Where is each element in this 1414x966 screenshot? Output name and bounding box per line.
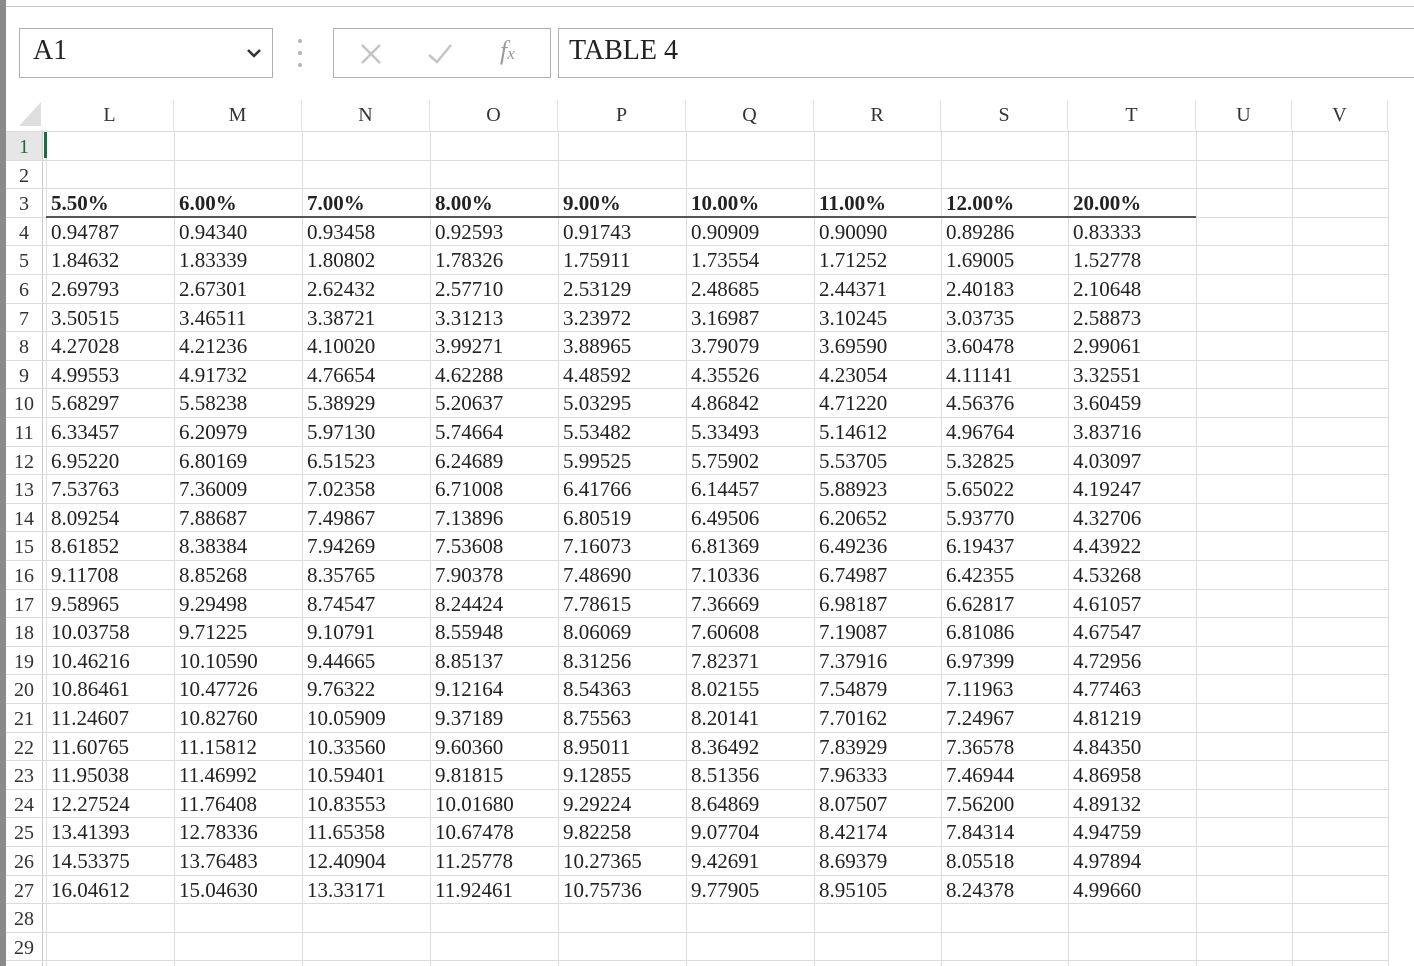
table-cell[interactable]: 4.89132 (1073, 792, 1142, 816)
table-cell[interactable]: 7.37916 (819, 649, 888, 673)
table-cell[interactable]: 4.35526 (691, 363, 760, 387)
table-cell[interactable]: 4.72956 (1073, 649, 1142, 673)
table-cell[interactable]: 5.33493 (691, 420, 760, 444)
table-cell[interactable]: 4.81219 (1073, 706, 1142, 730)
table-cell[interactable]: 8.55948 (435, 620, 504, 644)
table-cell[interactable]: 8.35765 (307, 563, 376, 587)
table-cell[interactable]: 4.97894 (1073, 849, 1142, 873)
column-header-q[interactable]: Q (686, 100, 814, 130)
table-cell[interactable]: 7.24967 (946, 706, 1015, 730)
table-cell[interactable]: 6.80519 (563, 506, 632, 530)
table-cell[interactable]: 3.69590 (819, 334, 888, 358)
table-cell[interactable]: 1.73554 (691, 248, 760, 272)
table-cell[interactable]: 9.82258 (563, 820, 632, 844)
row-header[interactable]: 8 (19, 336, 29, 358)
vertical-dots-icon[interactable] (293, 36, 307, 70)
table-cell[interactable]: 2.69793 (51, 277, 120, 301)
table-cell[interactable]: 8.42174 (819, 820, 888, 844)
table-cell[interactable]: 1.78326 (435, 248, 504, 272)
row-header[interactable]: 3 (19, 193, 29, 215)
table-cell[interactable]: 8.20141 (691, 706, 760, 730)
table-cell[interactable]: 10.86461 (51, 677, 130, 701)
table-cell[interactable]: 4.48592 (563, 363, 632, 387)
table-cell[interactable]: 4.71220 (819, 391, 888, 415)
table-cell[interactable]: 6.51523 (307, 449, 376, 473)
grid-line (6, 960, 1388, 961)
table-cell[interactable]: 4.62288 (435, 363, 504, 387)
table-cell[interactable]: 7.90378 (435, 563, 504, 587)
table-cell[interactable]: 10.03758 (51, 620, 130, 644)
table-cell[interactable]: 6.95220 (51, 449, 120, 473)
rate-header-cell[interactable]: 7.00% (307, 191, 365, 215)
table-cell[interactable]: 8.24424 (435, 592, 504, 616)
table-cell[interactable]: 9.10791 (307, 620, 376, 644)
table-cell[interactable]: 4.96764 (946, 420, 1015, 444)
table-cell[interactable]: 8.02155 (691, 677, 760, 701)
table-cell[interactable]: 6.97399 (946, 649, 1015, 673)
table-cell[interactable]: 8.31256 (563, 649, 632, 673)
table-cell[interactable]: 10.10590 (179, 649, 258, 673)
table-cell[interactable]: 7.54879 (819, 677, 888, 701)
grid-line (1292, 130, 1293, 966)
table-cell[interactable]: 0.94340 (179, 220, 248, 244)
table-cell[interactable]: 8.95105 (819, 878, 888, 902)
table-cell[interactable]: 3.99271 (435, 334, 504, 358)
table-cell[interactable]: 4.27028 (51, 334, 120, 358)
table-cell[interactable]: 2.57710 (435, 277, 504, 301)
column-header-p[interactable]: P (558, 100, 686, 130)
table-cell[interactable]: 6.42355 (946, 563, 1015, 587)
table-cell[interactable]: 4.77463 (1073, 677, 1142, 701)
table-cell[interactable]: 5.65022 (946, 477, 1015, 501)
row-header[interactable]: 14 (14, 508, 34, 530)
table-cell[interactable]: 7.36669 (691, 592, 760, 616)
table-cell[interactable]: 8.74547 (307, 592, 376, 616)
table-cell[interactable]: 5.74664 (435, 420, 504, 444)
table-cell[interactable]: 7.48690 (563, 563, 632, 587)
table-cell[interactable]: 7.96333 (819, 763, 888, 787)
table-cell[interactable]: 6.24689 (435, 449, 504, 473)
table-cell[interactable]: 11.25778 (435, 849, 513, 873)
table-cell[interactable]: 10.67478 (435, 820, 514, 844)
table-cell[interactable]: 0.89286 (946, 220, 1015, 244)
table-cell[interactable]: 7.13896 (435, 506, 504, 530)
table-cell[interactable]: 3.60459 (1073, 391, 1142, 415)
table-cell[interactable]: 1.84632 (51, 248, 120, 272)
formula-value: TABLE 4 (569, 35, 678, 66)
table-cell[interactable]: 6.62817 (946, 592, 1015, 616)
table-cell[interactable]: 6.20979 (179, 420, 248, 444)
table-cell[interactable]: 7.16073 (563, 534, 632, 558)
row-header-border (42, 130, 43, 966)
table-cell[interactable]: 8.85137 (435, 649, 504, 673)
row-header[interactable]: 18 (14, 622, 34, 644)
x-icon[interactable] (358, 41, 384, 67)
row-header[interactable]: 4 (19, 222, 29, 244)
rate-header-cell[interactable]: 8.00% (435, 191, 493, 215)
table-cell[interactable]: 8.51356 (691, 763, 760, 787)
table-cell[interactable]: 6.98187 (819, 592, 888, 616)
table-cell[interactable]: 4.11141 (946, 363, 1013, 387)
row-header[interactable]: 1 (6, 132, 42, 160)
table-cell[interactable]: 7.49867 (307, 506, 376, 530)
column-header-l[interactable]: L (46, 100, 174, 130)
formula-buttons (333, 28, 551, 78)
table-cell[interactable]: 12.78336 (179, 820, 258, 844)
table-cell[interactable]: 10.46216 (51, 649, 130, 673)
table-cell[interactable]: 8.05518 (946, 849, 1015, 873)
table-cell[interactable]: 11.24607 (51, 706, 129, 730)
row-header[interactable]: 10 (14, 393, 34, 415)
table-cell[interactable]: 7.56200 (946, 792, 1015, 816)
table-cell[interactable]: 9.12855 (563, 763, 632, 787)
table-cell[interactable]: 1.80802 (307, 248, 376, 272)
table-cell[interactable]: 4.99553 (51, 363, 120, 387)
select-all-corner[interactable] (17, 100, 41, 126)
row-header[interactable]: 24 (14, 794, 34, 816)
table-cell[interactable]: 13.33171 (307, 878, 386, 902)
table-cell[interactable]: 8.95011 (563, 735, 631, 759)
table-cell[interactable]: 15.04630 (179, 878, 258, 902)
table-cell[interactable]: 7.19087 (819, 620, 888, 644)
formula-input[interactable] (558, 28, 1414, 78)
table-cell[interactable]: 5.99525 (563, 449, 632, 473)
table-cell[interactable]: 7.82371 (691, 649, 760, 673)
table-cell[interactable]: 6.19437 (946, 534, 1015, 558)
table-cell[interactable]: 7.70162 (819, 706, 888, 730)
column-header-r[interactable]: R (814, 100, 941, 130)
table-cell[interactable]: 7.36578 (946, 735, 1015, 759)
table-cell[interactable]: 8.06069 (563, 620, 632, 644)
table-cell[interactable]: 9.71225 (179, 620, 248, 644)
rate-header-cell[interactable]: 11.00% (819, 191, 887, 215)
table-cell[interactable]: 3.16987 (691, 306, 760, 330)
row-header[interactable]: 26 (14, 851, 34, 873)
table-cell[interactable]: 4.99660 (1073, 878, 1142, 902)
column-header-s[interactable]: S (941, 100, 1068, 130)
row-header[interactable]: 15 (14, 536, 34, 558)
grid-line (6, 131, 1388, 132)
table-cell[interactable]: 6.20652 (819, 506, 888, 530)
table-cell[interactable]: 5.75902 (691, 449, 760, 473)
table-cell[interactable]: 1.71252 (819, 248, 888, 272)
table-cell[interactable]: 4.86842 (691, 391, 760, 415)
table-cell[interactable]: 5.53705 (819, 449, 888, 473)
table-cell[interactable]: 2.10648 (1073, 277, 1142, 301)
table-cell[interactable]: 8.38384 (179, 534, 248, 558)
table-cell[interactable]: 7.94269 (307, 534, 376, 558)
table-cell[interactable]: 1.75911 (563, 248, 631, 272)
table-cell[interactable]: 4.32706 (1073, 506, 1142, 530)
table-cell[interactable]: 3.10245 (819, 306, 888, 330)
table-cell[interactable]: 4.56376 (946, 391, 1015, 415)
table-cell[interactable]: 6.74987 (819, 563, 888, 587)
table-cell[interactable]: 10.33560 (307, 735, 386, 759)
table-cell[interactable]: 4.10020 (307, 334, 376, 358)
table-cell[interactable]: 6.49236 (819, 534, 888, 558)
table-cell[interactable]: 3.03735 (946, 306, 1015, 330)
rate-header-cell[interactable]: 12.00% (946, 191, 1015, 215)
table-cell[interactable]: 4.67547 (1073, 620, 1142, 644)
table-cell[interactable]: 8.75563 (563, 706, 632, 730)
table-cell[interactable]: 4.23054 (819, 363, 888, 387)
table-cell[interactable]: 9.37189 (435, 706, 504, 730)
table-cell[interactable]: 11.60765 (51, 735, 129, 759)
table-cell[interactable]: 6.49506 (691, 506, 760, 530)
table-cell[interactable]: 9.42691 (691, 849, 760, 873)
table-cell[interactable]: 5.68297 (51, 391, 120, 415)
table-cell[interactable]: 8.54363 (563, 677, 632, 701)
row-header[interactable]: 7 (19, 308, 29, 330)
table-cell[interactable]: 3.38721 (307, 306, 376, 330)
rate-header-cell[interactable]: 5.50% (51, 191, 109, 215)
table-cell[interactable]: 9.58965 (51, 592, 120, 616)
table-cell[interactable]: 3.79079 (691, 334, 760, 358)
row-header[interactable]: 27 (14, 880, 34, 902)
table-cell[interactable]: 6.33457 (51, 420, 120, 444)
table-cell[interactable]: 3.46511 (179, 306, 247, 330)
table-cell[interactable]: 8.09254 (51, 506, 120, 530)
table-cell[interactable]: 6.81369 (691, 534, 760, 558)
table-cell[interactable]: 7.02358 (307, 477, 376, 501)
row-header[interactable]: 9 (19, 365, 29, 387)
table-cell[interactable]: 13.76483 (179, 849, 258, 873)
table-cell[interactable]: 7.60608 (691, 620, 760, 644)
table-cell[interactable]: 12.40904 (307, 849, 386, 873)
row-header[interactable]: 28 (14, 908, 34, 930)
table-cell[interactable]: 11.95038 (51, 763, 129, 787)
table-cell[interactable]: 11.92461 (435, 878, 513, 902)
table-cell[interactable]: 7.78615 (563, 592, 632, 616)
row-header[interactable]: 20 (14, 679, 34, 701)
table-cell[interactable]: 9.77905 (691, 878, 760, 902)
table-cell[interactable]: 0.94787 (51, 220, 120, 244)
row-header[interactable]: 25 (14, 822, 34, 844)
table-cell[interactable]: 5.14612 (819, 420, 888, 444)
table-cell[interactable]: 4.43922 (1073, 534, 1142, 558)
table-cell[interactable]: 9.07704 (691, 820, 760, 844)
table-cell[interactable]: 4.76654 (307, 363, 376, 387)
table-cell[interactable]: 9.11708 (51, 563, 119, 587)
table-cell[interactable]: 2.58873 (1073, 306, 1142, 330)
table-cell[interactable]: 5.88923 (819, 477, 888, 501)
row-header[interactable]: 22 (14, 737, 34, 759)
table-cell[interactable]: 4.91732 (179, 363, 248, 387)
table-cell[interactable]: 9.81815 (435, 763, 504, 787)
column-header-o[interactable]: O (430, 100, 558, 130)
grid-line (1388, 130, 1389, 966)
checkmark-icon[interactable] (426, 41, 454, 67)
table-cell[interactable]: 10.82760 (179, 706, 258, 730)
table-cell[interactable]: 14.53375 (51, 849, 130, 873)
table-cell[interactable]: 2.67301 (179, 277, 248, 301)
rate-header-cell[interactable]: 20.00% (1073, 191, 1142, 215)
table-cell[interactable]: 9.29498 (179, 592, 248, 616)
table-cell[interactable]: 7.53763 (51, 477, 120, 501)
table-cell[interactable]: 13.41393 (51, 820, 130, 844)
table-cell[interactable]: 7.46944 (946, 763, 1015, 787)
table-cell[interactable]: 10.75736 (563, 878, 642, 902)
table-cell[interactable]: 2.44371 (819, 277, 888, 301)
table-cell[interactable]: 6.14457 (691, 477, 760, 501)
table-cell[interactable]: 7.10336 (691, 563, 760, 587)
table-cell[interactable]: 2.99061 (1073, 334, 1142, 358)
table-cell[interactable]: 11.65358 (307, 820, 385, 844)
column-header-n[interactable]: N (302, 100, 430, 130)
row-header[interactable]: 6 (19, 279, 29, 301)
row-header[interactable]: 21 (14, 708, 34, 730)
table-cell[interactable]: 6.81086 (946, 620, 1015, 644)
name-box[interactable] (19, 28, 273, 78)
table-cell[interactable]: 9.29224 (563, 792, 632, 816)
table-cell[interactable]: 3.31213 (435, 306, 504, 330)
table-cell[interactable]: 4.19247 (1073, 477, 1142, 501)
table-cell[interactable]: 8.64869 (691, 792, 760, 816)
table-cell[interactable]: 11.76408 (179, 792, 257, 816)
table-cell[interactable]: 9.76322 (307, 677, 376, 701)
table-cell[interactable]: 0.90090 (819, 220, 888, 244)
grid-line (6, 160, 1388, 161)
row-header[interactable]: 11 (14, 422, 34, 444)
table-cell[interactable]: 3.60478 (946, 334, 1015, 358)
table-cell[interactable]: 10.59401 (307, 763, 386, 787)
table-cell[interactable]: 4.61057 (1073, 592, 1142, 616)
table-cell[interactable]: 5.97130 (307, 420, 376, 444)
row-header[interactable]: 23 (14, 765, 34, 787)
name-box-value: A1 (33, 35, 68, 66)
table-cell[interactable]: 5.32825 (946, 449, 1015, 473)
table-cell[interactable]: 6.71008 (435, 477, 504, 501)
selected-cell-indicator (44, 132, 47, 158)
table-cell[interactable]: 4.84350 (1073, 735, 1142, 759)
table-cell[interactable]: 3.23972 (563, 306, 632, 330)
grid-line (1196, 130, 1197, 966)
table-cell[interactable]: 0.93458 (307, 220, 376, 244)
table-cell[interactable]: 5.03295 (563, 391, 632, 415)
table-cell[interactable]: 9.60360 (435, 735, 504, 759)
table-cell[interactable]: 6.41766 (563, 477, 632, 501)
column-header-m[interactable]: M (174, 100, 302, 130)
table-cell[interactable]: 8.07507 (819, 792, 888, 816)
table-cell[interactable]: 7.53608 (435, 534, 504, 558)
table-cell[interactable]: 7.83929 (819, 735, 888, 759)
ribbon-divider (6, 6, 1414, 7)
row-header[interactable]: 16 (14, 565, 34, 587)
row-header[interactable]: 13 (14, 479, 34, 501)
table-cell[interactable]: 8.24378 (946, 878, 1015, 902)
table-cell[interactable]: 4.53268 (1073, 563, 1142, 587)
table-cell[interactable]: 10.83553 (307, 792, 386, 816)
table-cell[interactable]: 0.83333 (1073, 220, 1142, 244)
grid-line (6, 932, 1388, 933)
table-cell[interactable]: 1.83339 (179, 248, 248, 272)
table-cell[interactable]: 10.27365 (563, 849, 642, 873)
table-cell[interactable]: 1.69005 (946, 248, 1015, 272)
table-cell[interactable]: 8.69379 (819, 849, 888, 873)
table-cell[interactable]: 5.93770 (946, 506, 1015, 530)
table-cell[interactable]: 11.15812 (179, 735, 257, 759)
rate-header-cell[interactable]: 6.00% (179, 191, 237, 215)
table-cell[interactable]: 10.05909 (307, 706, 386, 730)
table-cell[interactable]: 3.83716 (1073, 420, 1142, 444)
row-header[interactable]: 17 (14, 594, 34, 616)
table-cell[interactable]: 7.88687 (179, 506, 248, 530)
table-cell[interactable]: 5.58238 (179, 391, 248, 415)
table-cell[interactable]: 12.27524 (51, 792, 130, 816)
table-cell[interactable]: 0.90909 (691, 220, 760, 244)
table-cell[interactable]: 9.44665 (307, 649, 376, 673)
fx-icon[interactable]: fx (500, 36, 515, 65)
row-header[interactable]: 5 (19, 250, 29, 272)
table-cell[interactable]: 2.40183 (946, 277, 1015, 301)
table-cell[interactable]: 11.46992 (179, 763, 257, 787)
table-cell[interactable]: 6.80169 (179, 449, 248, 473)
table-cell[interactable]: 5.38929 (307, 391, 376, 415)
table-cell[interactable]: 10.47726 (179, 677, 258, 701)
table-cell[interactable]: 2.62432 (307, 277, 376, 301)
table-cell[interactable]: 4.94759 (1073, 820, 1142, 844)
table-cell[interactable]: 7.84314 (946, 820, 1015, 844)
row-header[interactable]: 2 (19, 165, 29, 187)
table-cell[interactable]: 5.53482 (563, 420, 632, 444)
table-cell[interactable]: 7.11963 (946, 677, 1014, 701)
row-header[interactable]: 29 (14, 937, 34, 959)
row-header[interactable]: 19 (14, 651, 34, 673)
table-cell[interactable]: 3.50515 (51, 306, 120, 330)
table-cell[interactable]: 1.52778 (1073, 248, 1142, 272)
table-cell[interactable]: 2.48685 (691, 277, 760, 301)
table-cell[interactable]: 8.61852 (51, 534, 120, 558)
table-cell[interactable]: 10.01680 (435, 792, 514, 816)
table-cell[interactable]: 3.88965 (563, 334, 632, 358)
column-header-u[interactable]: U (1196, 100, 1292, 130)
table-cell[interactable]: 16.04612 (51, 878, 130, 902)
column-header-v[interactable]: V (1292, 100, 1388, 130)
table-cell[interactable]: 4.21236 (179, 334, 248, 358)
table-cell[interactable]: 8.85268 (179, 563, 248, 587)
table-cell[interactable]: 5.20637 (435, 391, 504, 415)
rate-header-cell[interactable]: 9.00% (563, 191, 621, 215)
table-cell[interactable]: 8.36492 (691, 735, 760, 759)
table-cell[interactable]: 0.91743 (563, 220, 632, 244)
column-header-t[interactable]: T (1068, 100, 1196, 130)
chevron-down-icon[interactable] (246, 47, 262, 59)
table-cell[interactable]: 0.92593 (435, 220, 504, 244)
table-cell[interactable]: 3.32551 (1073, 363, 1142, 387)
table-cell[interactable]: 7.36009 (179, 477, 248, 501)
row-header[interactable]: 12 (14, 451, 34, 473)
rate-header-cell[interactable]: 10.00% (691, 191, 760, 215)
table-cell[interactable]: 9.12164 (435, 677, 504, 701)
table-cell[interactable]: 4.86958 (1073, 763, 1142, 787)
table-cell[interactable]: 4.03097 (1073, 449, 1142, 473)
table-cell[interactable]: 2.53129 (563, 277, 632, 301)
